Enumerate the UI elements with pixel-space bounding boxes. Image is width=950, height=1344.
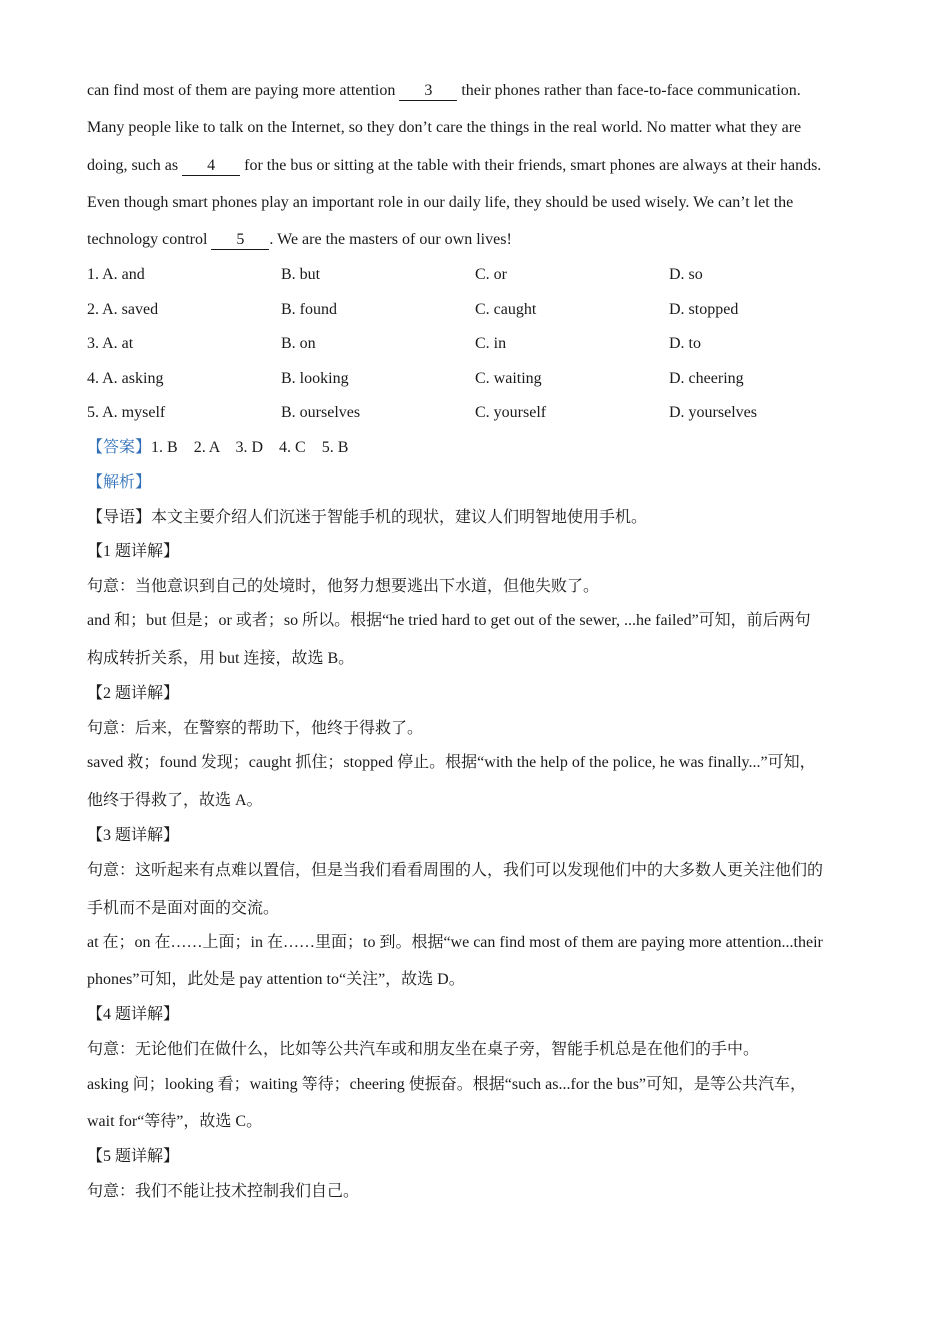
q3-heading: 【3 题详解】 [87,827,180,844]
q3-meaning-1: 句意：这听起来有点难以置信，但是当我们看看周围的人，我们可以发现他们中的大多数人更关注他们的 [87,862,824,879]
option: B. on [281,335,316,352]
q2-explanation-1: saved 救；found 发现；caught 抓住；stopped 停止。根据“with the help of the police, he was finally...”可知， [87,754,816,771]
q1-explanation-1: and 和；but 但是；or 或者；so 所以。根据“he tried hard to get out of the sewer, ...he failed”可知，前后两句 [87,612,811,629]
answer-text: 1. B 2. A 3. D 4. C 5. B [151,439,349,456]
option: D. so [669,266,703,283]
q5-heading: 【5 题详解】 [87,1148,180,1165]
option: 2. A. saved [87,301,159,318]
option: C. in [475,335,507,352]
option: D. cheering [669,370,744,387]
passage-text: their phones rather than face-to-face communication. [457,82,801,99]
q5-meaning: 句意：我们不能让技术控制我们自己。 [87,1183,360,1200]
q2-heading: 【2 题详解】 [87,685,180,702]
answer-line [87,436,348,460]
option-row-4 [87,367,867,391]
q4-explanation-1: asking 问；looking 看；waiting 等待；cheering 使振奋。根据“such as...for the bus”可知，是等公共汽车， [87,1076,807,1093]
option: 3. A. at [87,335,134,352]
passage-line-2: Many people like to talk on the Internet, so they don’t care the things in the real world. No matter what they are [87,119,802,136]
passage-text: doing, such as [87,157,183,174]
option: C. yourself [475,404,547,421]
q3-meaning-2: 手机而不是面对面的交流。 [87,900,280,917]
passage-text: for the bus or sitting at the table with their friends, smart phones are always at their hands. [240,157,822,174]
option-row-5 [87,401,867,425]
q4-explanation-2: wait for“等待”，故选 C。 [87,1113,263,1130]
analysis-tag: 【解析】 [87,474,152,491]
passage-line-4: Even though smart phones play an important role in our daily life, they should be used wisely. We can’t let the [87,194,794,211]
blank-5: 5 [211,231,269,250]
answer-tag: 【答案】 [87,439,152,456]
option: 4. A. asking [87,370,164,387]
blank-4: 4 [182,157,240,176]
option: B. ourselves [281,404,361,421]
option: B. but [281,266,321,283]
option: 1. A. and [87,266,145,283]
passage-text: . We are the masters of our own lives! [269,231,512,248]
option: C. or [475,266,507,283]
option-row-3 [87,332,867,356]
option: C. waiting [475,370,542,387]
option-row-1 [87,263,867,287]
passage-line-3 [87,154,821,178]
passage-text: technology control [87,231,212,248]
q4-heading: 【4 题详解】 [87,1006,180,1023]
q2-meaning: 句意：后来，在警察的帮助下，他终于得救了。 [87,720,424,737]
option-row-2 [87,298,867,322]
q1-explanation-2: 构成转折关系，用 but 连接，故选 B。 [87,650,355,667]
blank-3: 3 [399,82,457,101]
option: B. looking [281,370,349,387]
q3-explanation-2: phones”可知，此处是 pay attention to“关注”，故选 D。 [87,971,465,988]
option: D. stopped [669,301,739,318]
passage-text: can find most of them are paying more attention [87,82,400,99]
option: D. yourselves [669,404,757,421]
q1-meaning: 句意：当他意识到自己的处境时，他努力想要逃出下水道，但他失败了。 [87,578,600,595]
option: C. caught [475,301,537,318]
intro-line: 【导语】本文主要介绍人们沉迷于智能手机的现状，建议人们明智地使用手机。 [87,509,648,526]
option: 5. A. myself [87,404,166,421]
passage-line-1 [87,79,801,103]
option: D. to [669,335,701,352]
option: B. found [281,301,337,318]
q2-explanation-2: 他终于得救了，故选 A。 [87,792,263,809]
q3-explanation-1: at 在；on 在……上面；in 在……里面；to 到。根据“we can find most of them are paying more attention...their [87,934,823,951]
q1-heading: 【1 题详解】 [87,543,180,560]
passage-line-5 [87,228,512,252]
q4-meaning: 句意：无论他们在做什么，比如等公共汽车或和朋友坐在桌子旁，智能手机总是在他们的手中。 [87,1041,760,1058]
